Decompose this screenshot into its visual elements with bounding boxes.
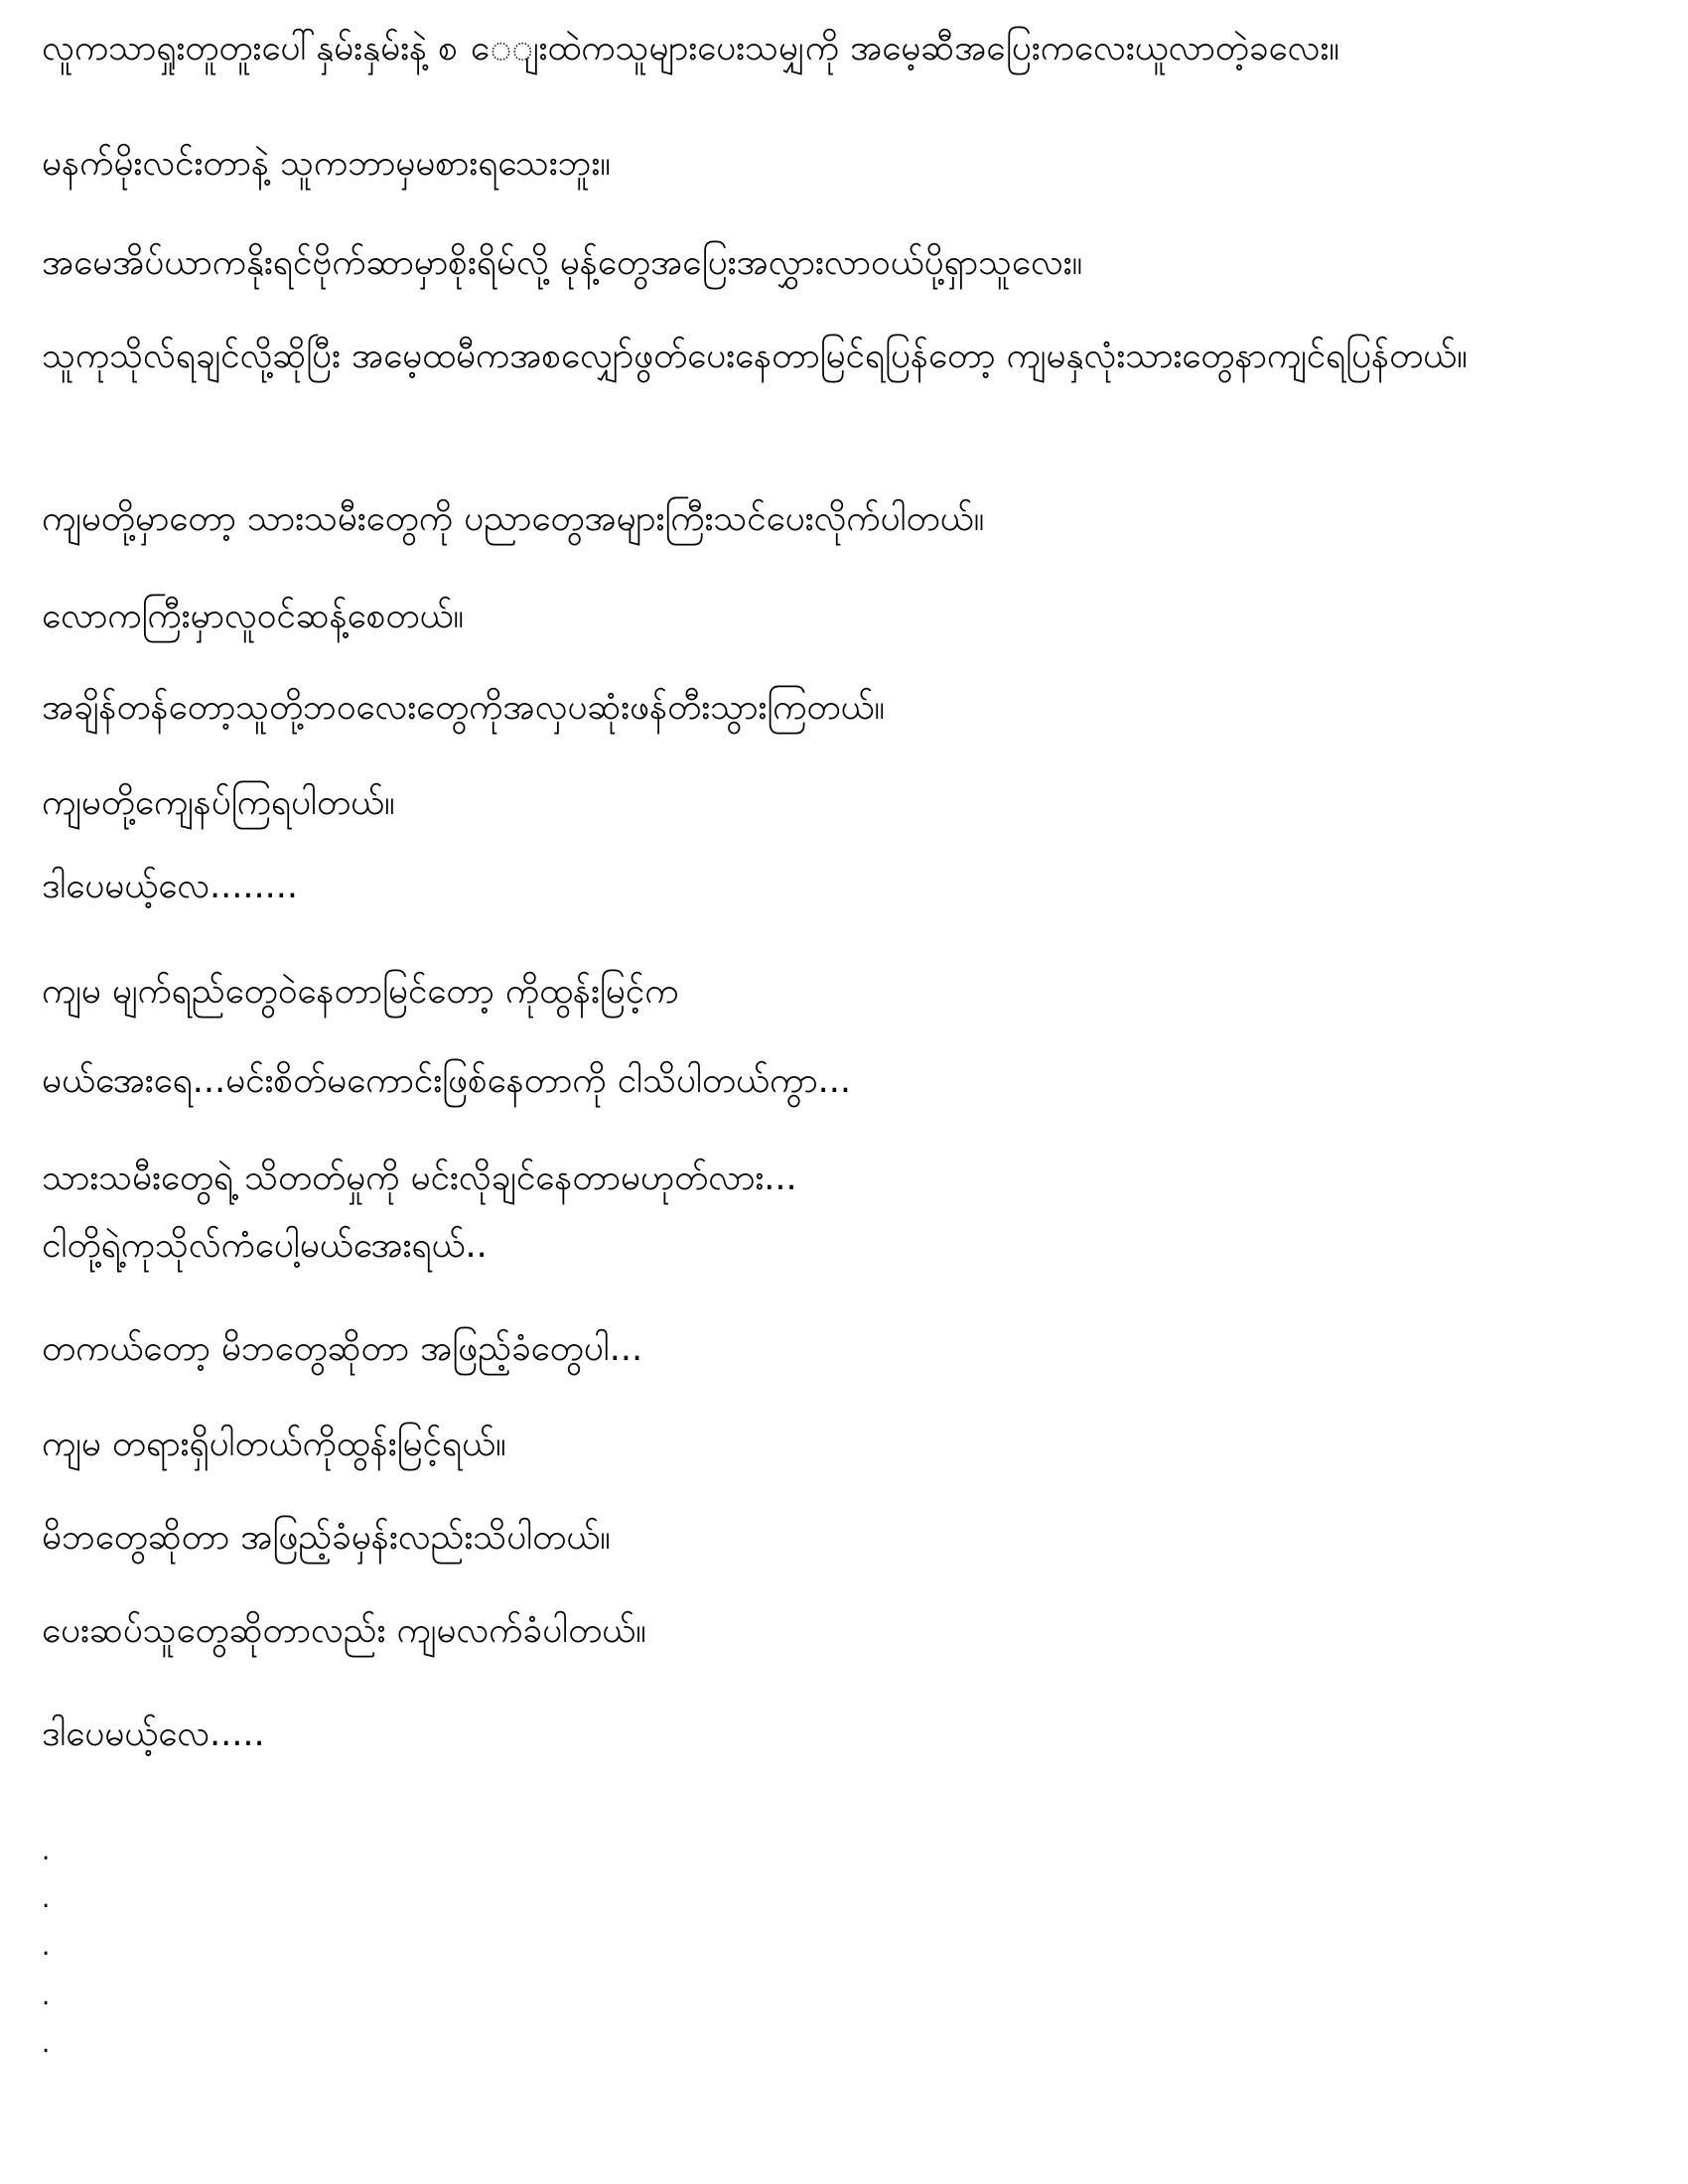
- paragraph: မိဘတွေဆိုတာ အဖြည့်ခံမှန်းလည်းသိပါတယ်။: [42, 1518, 611, 1558]
- paragraph: လောကကြီးမှာလူဝင်ဆန့်စေတယ်။: [42, 597, 465, 636]
- paragraph: ကျမ မျက်ရည်တွေဝဲနေတာမြင်တော့ ကိုထွန်းမြင့်က: [42, 972, 679, 1012]
- paragraph: ဒါပေမယ့်လေ........: [42, 867, 299, 906]
- paragraph: ကျမတို့ကျေနပ်ကြရပါတယ်။: [42, 783, 395, 823]
- paragraph: အချိန်တန်တော့သူတို့ဘဝလေးတွေကိုအလှပဆုံးဖန်တီးသွားကြတယ်။: [42, 688, 886, 728]
- ellipsis-dot: .: [42, 2029, 51, 2059]
- paragraph: ကျမတို့မှာတော့ သားသမီးတွေကို ပညာတွေအများကြီးသင်ပေးလိုက်ပါတယ်။: [42, 499, 985, 539]
- paragraph: သူကုသိုလ်ရချင်လို့ဆိုပြီး အမေ့ထမီကအစလျှော်ဖွတ်ပေးနေတာမြင်ရပြန်တော့ ကျမနှလုံးသားတွေနာကျင်ရပြန်တယ်။: [42, 337, 1468, 376]
- paragraph: မယ်အေးရေ...မင်းစိတ်မကောင်းဖြစ်နေတာကို ငါသိပါတယ်ကွာ...: [42, 1061, 851, 1101]
- paragraph: ဒါပေမယ့်လေ.....: [42, 1714, 265, 1754]
- paragraph: မနက်မိုးလင်းတာနဲ့ သူကဘာမှမစားရသေးဘူး။: [42, 144, 611, 184]
- paragraph: အမေအိပ်ယာကနိုးရင်ဗိုက်ဆာမှာစိုးရိမ်လို့ မုန့်တွေအပြေးအလွှားလာဝယ်ပို့ရှာသူလေး။: [42, 243, 1083, 283]
- ellipsis-dot: .: [42, 1884, 51, 1914]
- paragraph: သားသမီးတွေရဲ့ သိတတ်မှုကို မင်းလိုချင်နေတာမဟုတ်လား...: [42, 1159, 797, 1198]
- paragraph: ကျမ တရားရှိပါတယ်ကိုထွန်းမြင့်ရယ်။: [42, 1425, 506, 1464]
- ellipsis-dot: .: [42, 1932, 51, 1962]
- paragraph: တကယ်တော့ မိဘတွေဆိုတာ အဖြည့်ခံတွေပါ...: [42, 1329, 643, 1369]
- paragraph: ငါတို့ရဲ့ကုသိုလ်ကံပေါ့မယ်အေးရယ်..: [42, 1226, 488, 1266]
- ellipsis-dot: .: [42, 1981, 51, 2011]
- ellipsis-dot: .: [42, 1837, 51, 1866]
- paragraph: ပေးဆပ်သူတွေဆိုတာလည်း ကျမလက်ခံပါတယ်။: [42, 1611, 646, 1651]
- paragraph: လူကသာရှုးတူတူးပေါ်နှမ်းနှမ်းနဲ့ စ ေျးထဲကသူများပေးသမျှကို အမေ့ဆီအပြေးကလေးယူလာတဲ့ခလေး။: [42, 29, 1339, 68]
